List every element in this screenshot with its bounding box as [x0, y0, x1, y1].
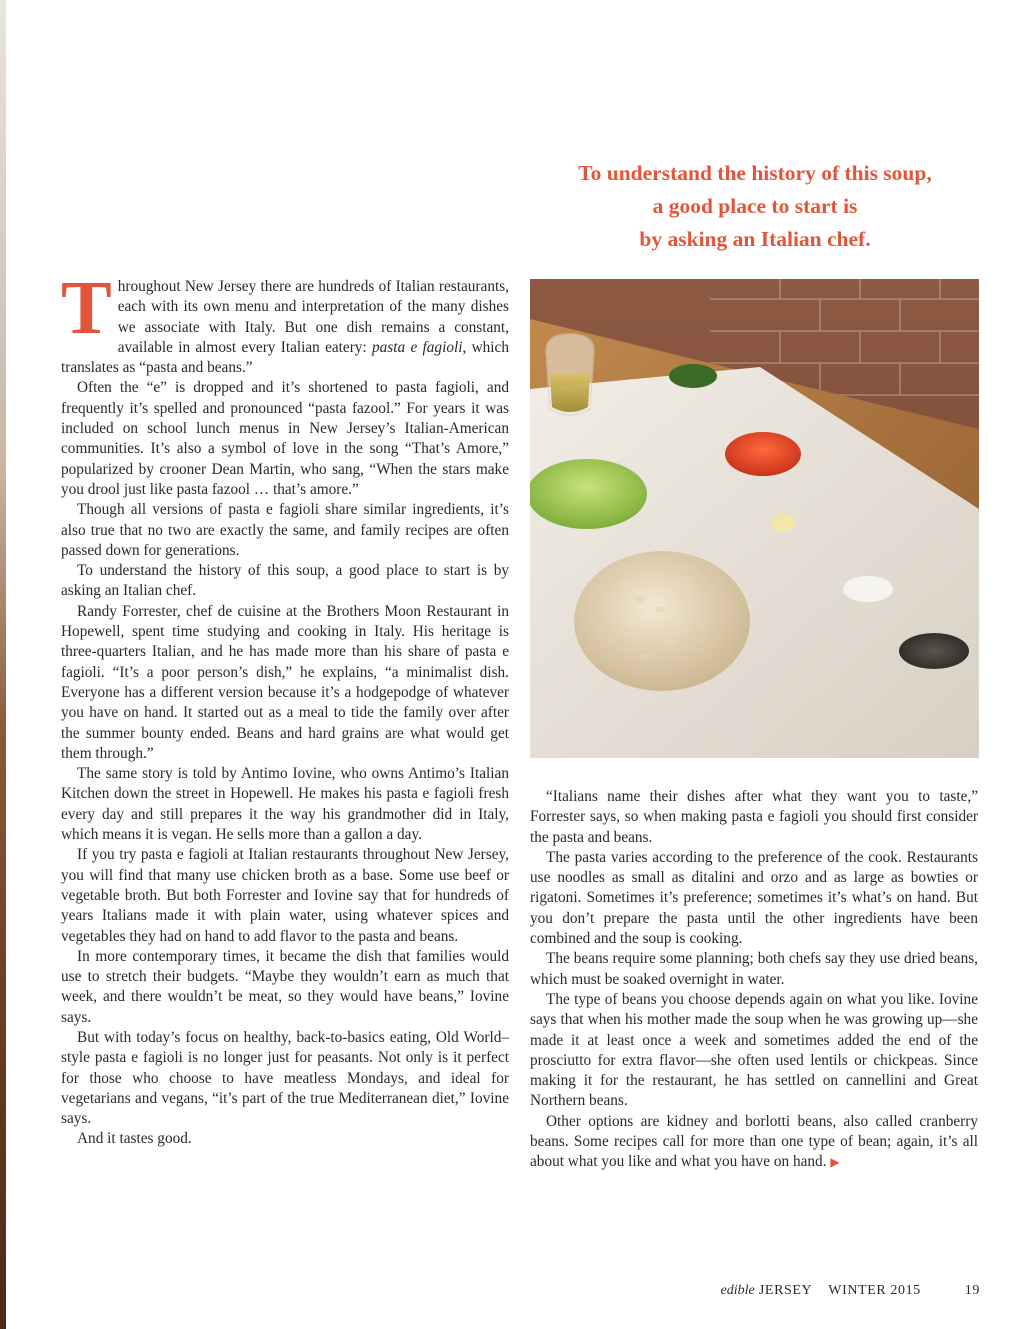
- article-paragraph: Throughout New Jersey there are hundreds of Italian restaurants, each with its own menu and interpretation of the many dishes we associate with Italy. But one dish remains a constant, available in almost every Italian eatery: pasta e fagioli, which translates as “pasta and beans.”: [61, 266, 509, 377]
- article-paragraph: In more contemporary times, it became the dish that families would use to stretch their budgets. “Maybe they wouldn’t earn as much that week, and there wouldn’t be meat, so they would have beans,” Iovine says.: [61, 947, 509, 1026]
- page-number: 19: [964, 1283, 980, 1298]
- footer-brand-jersey: JERSEY: [758, 1283, 813, 1298]
- article-paragraph: The same story is told by Antimo Iovine, who owns Antimo’s Italian Kitchen down the street in Hopewell. He makes his pasta e fagioli fresh every day and still prepares it the way his grandmother did in Italy, which means it is vegan. He sells more than a gallon a day.: [61, 765, 509, 844]
- ingredients-photo: [530, 279, 979, 758]
- footer-brand-edible: edible: [720, 1283, 755, 1298]
- article-paragraph: The beans require some planning; both chefs say they use dried beans, which must be soaked overnight in water.: [530, 950, 978, 988]
- pull-quote: [560, 157, 950, 256]
- drop-cap: T: [61, 266, 112, 350]
- article-paragraph: Often the “e” is dropped and it’s shortened to pasta fagioli, and frequently it’s spelled and pronounced “pasta fazool.” For years it was included on school lunch menus in New Jersey’s Italian-American communities. It’s also a symbol of love in the song “That’s Amore,” popularized by crooner Dean Martin, who sang, “When the stars make you drool just like pasta fazool … that’s amore.”: [61, 379, 509, 498]
- article-paragraph: Randy Forrester, chef de cuisine at the Brothers Moon Restaurant in Hopewell, spent time studying and cooking in Italy. His heritage is three-quarters Italian, and he has made more than his share of pasta e fagioli. “It’s a poor person’s dish,” he explains, “a minimalist dish. Everyone has a different version because it’s a hodgepodge of whatever you have on hand. It started out as a meal to tide the family over after the summer bounty ended. Beans and hard grains are what would get them through.”: [61, 602, 509, 762]
- article-paragraph: The type of beans you choose depends again on what you like. Iovine says that when his mother made the soup when he was growing up—she made it at least once a week and sometimes added the end of the prosciutto for extra flavor—she often used lentils or chickpeas. Since making it for the restaurant, he has settled on cannellini and Great Northern beans.: [530, 990, 978, 1110]
- footer-issue: WINTER 2015: [828, 1283, 921, 1298]
- article-paragraph: Though all versions of pasta e fagioli share similar ingredients, it’s also true that no two are exactly the same, and family recipes are often passed down for generations.: [61, 501, 509, 559]
- page-edge-strip: [0, 0, 6, 1329]
- pull-quote-line-2: a good place to start is: [652, 194, 858, 218]
- article-paragraph: Other options are kidney and borlotti beans, also called cranberry beans. Some recipes call for more than one type of bean; again, it’s all about what you like and what you have on hand. ▶: [530, 1112, 978, 1171]
- article-paragraph: If you try pasta e fagioli at Italian restaurants throughout New Jersey, you will find that many use chicken broth as a base. Some use beef or vegetable broth. But both Forrester and Iovine say that for hundreds of years Italians made it with plain water, using whatever spices and vegetables they had on hand to add flavor to the pasta and beans.: [61, 846, 509, 945]
- article-paragraph: The pasta varies according to the preference of the cook. Restaurants use noodles as small as ditalini and orzo and as large as bowties or rigatoni. Sometimes it’s preference; sometimes it’s what’s on hand. But you don’t prepare the pasta until the other ingredients have been combined and the soup is cooking.: [530, 848, 978, 948]
- pull-quote-line-3: by asking an Italian chef.: [639, 227, 871, 251]
- article-paragraph: And it tastes good.: [77, 1130, 192, 1148]
- article-paragraph: But with today’s focus on healthy, back-to-basics eating, Old World–style pasta e fagioli is no longer just for peasants. Not only is it perfect for those who choose to have meatless Mondays, and ideal for vegetarians and vegans, “it’s part of the true Mediterranean diet,” Iovine says.: [61, 1028, 509, 1128]
- article-column-right: [530, 787, 978, 1173]
- pull-quote-line-1: To understand the history of this soup,: [578, 161, 932, 185]
- article-paragraph: “Italians name their dishes after what they want you to taste,” Forrester says, so when making pasta e fagioli you should first consider the pasta and beans.: [530, 788, 978, 846]
- italic-dish-name: pasta e fagioli: [372, 338, 463, 356]
- continue-arrow-icon: ▶: [830, 1155, 840, 1170]
- page-footer: [640, 1283, 980, 1299]
- ingredients-illustration: [530, 279, 979, 758]
- article-paragraph: To understand the history of this soup, a good place to start is by asking an Italian chef.: [61, 562, 509, 600]
- article-column-left: [61, 266, 509, 1150]
